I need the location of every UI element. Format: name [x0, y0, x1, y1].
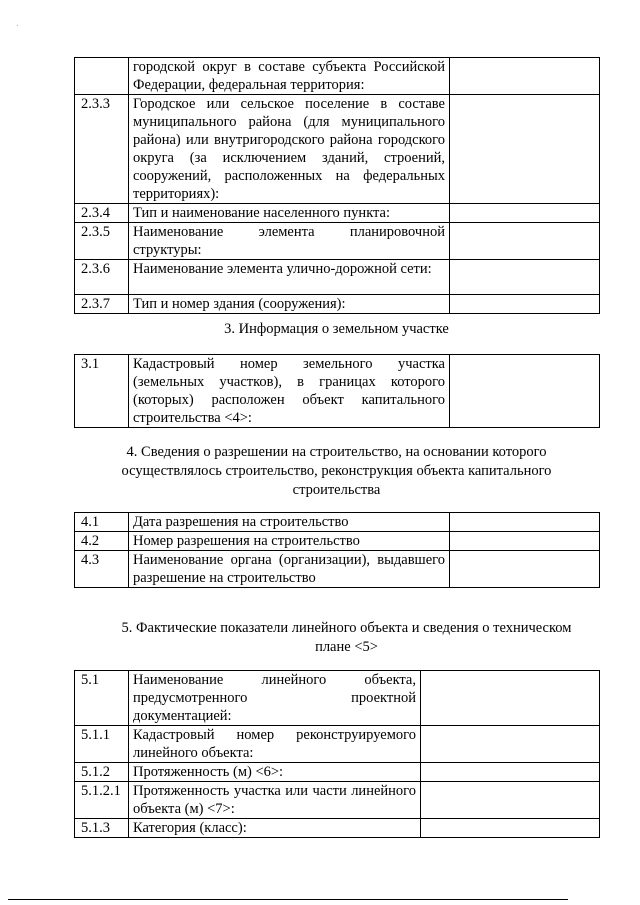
table-row: [75, 95, 600, 204]
section-3-heading: [74, 320, 599, 339]
table-row: [75, 819, 600, 838]
row-label: Номер разрешения на строительство: [129, 532, 450, 551]
row-number: [75, 58, 129, 95]
row-value-cell[interactable]: [450, 260, 600, 295]
row-number: 4.2: [75, 532, 129, 551]
row-label: Кадастровый номер реконструируемого линейного объекта:: [129, 726, 421, 763]
row-label: Наименование элемента улично-дорожной сети:: [129, 260, 450, 295]
table-row: [75, 532, 600, 551]
row-number: 5.1: [75, 671, 129, 726]
row-value-cell[interactable]: [421, 819, 600, 838]
table-row: [75, 355, 600, 428]
row-value-cell[interactable]: [450, 513, 600, 532]
table-row: [75, 260, 600, 295]
row-number: 2.3.7: [75, 295, 129, 314]
table-row: [75, 204, 600, 223]
row-number: 4.3: [75, 551, 129, 588]
row-value-cell[interactable]: [450, 95, 600, 204]
table-row: [75, 513, 600, 532]
section-5-heading: [74, 619, 619, 657]
row-number: 5.1.2.1: [75, 782, 129, 819]
table-row: [75, 58, 600, 95]
row-label: Протяженность (м) <6>:: [129, 763, 421, 782]
row-label: Категория (класс):: [129, 819, 421, 838]
table-row: [75, 763, 600, 782]
row-value-cell[interactable]: [421, 726, 600, 763]
section-5-title-line-1: 5. Фактические показатели линейного объекта и сведения о техническом: [121, 620, 572, 636]
row-number: 5.1.1: [75, 726, 129, 763]
row-label: Тип и номер здания (сооружения):: [129, 295, 450, 314]
row-value-cell[interactable]: [450, 223, 600, 260]
linear-object-table: [74, 670, 600, 838]
row-number: 2.3.5: [75, 223, 129, 260]
section-4-title-line-1: 4. Сведения о разрешении на строительство, на основании которого: [126, 444, 547, 460]
row-number: 4.1: [75, 513, 129, 532]
table-row: [75, 551, 600, 588]
row-label: Наименование линейного объекта, предусмотренного проектной документацией:: [129, 671, 421, 726]
page-bottom-rule: [8, 899, 568, 900]
row-value-cell[interactable]: [450, 204, 600, 223]
row-label: Наименование элемента планировочной структуры:: [129, 223, 450, 260]
row-label: Городское или сельское поселение в составе муниципального района (для муниципального района) или внутригородского района городского округа (за исключением зданий, строений, сооружений, расположенных на федеральных территориях):: [129, 95, 450, 204]
scan-mark: ˋ: [16, 24, 19, 33]
table-row: [75, 726, 600, 763]
section-4-heading: [74, 443, 599, 500]
table-row: [75, 671, 600, 726]
row-number: 2.3.3: [75, 95, 129, 204]
row-number: 3.1: [75, 355, 129, 428]
land-plot-table: [74, 354, 600, 428]
row-value-cell[interactable]: [421, 782, 600, 819]
row-value-cell[interactable]: [450, 532, 600, 551]
table-row: [75, 782, 600, 819]
table-row: [75, 295, 600, 314]
section-4-title-line-2: осуществлялось строительство, реконструкция объекта капитального: [121, 463, 552, 479]
row-number: 5.1.2: [75, 763, 129, 782]
row-number: 2.3.4: [75, 204, 129, 223]
row-label: Тип и наименование населенного пункта:: [129, 204, 450, 223]
address-table: [74, 57, 600, 314]
row-value-cell[interactable]: [421, 671, 600, 726]
table-row: [75, 223, 600, 260]
row-label: Дата разрешения на строительство: [129, 513, 450, 532]
row-value-cell[interactable]: [450, 355, 600, 428]
row-number: 5.1.3: [75, 819, 129, 838]
row-label: Протяженность участка или части линейного объекта (м) <7>:: [129, 782, 421, 819]
permit-table: [74, 512, 600, 588]
section-3-title: 3. Информация о земельном участке: [224, 321, 449, 337]
row-number: 2.3.6: [75, 260, 129, 295]
row-label: городской округ в составе субъекта Российской Федерации, федеральная территория:: [129, 58, 450, 95]
section-5-title-line-2: плане <5>: [315, 639, 378, 655]
section-4-title-line-3: строительства: [292, 482, 381, 498]
row-value-cell[interactable]: [450, 58, 600, 95]
row-value-cell[interactable]: [421, 763, 600, 782]
row-value-cell[interactable]: [450, 551, 600, 588]
row-label: Кадастровый номер земельного участка (земельных участков), в границах которого (которых) расположен объект капитального строительства <4>:: [129, 355, 450, 428]
row-value-cell[interactable]: [450, 295, 600, 314]
row-label: Наименование органа (организации), выдавшего разрешение на строительство: [129, 551, 450, 588]
